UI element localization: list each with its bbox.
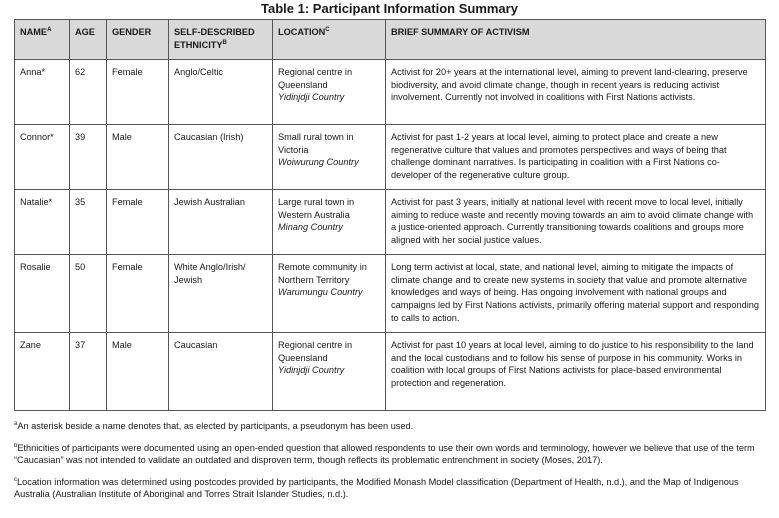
footnote-text: Location information was determined using postcodes provided by participants, the Modified Monash Model classification (Department of Health, n.d.), and the Map of Indigenous Australia (Australian Institute of Aboriginal and Torres Strait Islander Studies, n.d.). [14, 476, 739, 499]
header-age: AGE [70, 20, 107, 60]
location-text: Small rural town in Victoria [278, 132, 354, 155]
cell-location [273, 125, 386, 190]
header-name-footnote: A [47, 26, 52, 33]
table-row [15, 190, 766, 255]
cell-gender: Male [107, 333, 169, 411]
cell-gender: Female [107, 60, 169, 125]
footnote-marker: c [14, 476, 17, 483]
header-ethnicity-footnote: B [222, 39, 227, 46]
cell-ethnicity: Jewish Australian [169, 190, 273, 255]
cell-gender: Male [107, 125, 169, 190]
country-text: Minang Country [278, 222, 343, 233]
footnote-a [14, 420, 766, 433]
cell-location [273, 190, 386, 255]
footnotes [14, 420, 766, 510]
footnote-text: Ethnicities of participants were documented using an open-ended question that allowed respondents to use their own words and terminology, however we believe that use of the term “Caucasian” was not intended to validate an outdated and disproven term, though reflects its problematic entrenchment in society (Moses, 2017). [14, 442, 755, 465]
cell-age: 39 [70, 125, 107, 190]
cell-name: Rosalie [15, 255, 70, 333]
country-text: Warumungu Country [278, 287, 363, 298]
header-activism: BRIEF SUMMARY OF ACTIVISM [386, 20, 766, 60]
cell-name: Connor* [15, 125, 70, 190]
header-name: $NAME^A$ [15, 20, 70, 60]
country-text: Yidinjdji Country [278, 365, 345, 376]
cell-location [273, 333, 386, 411]
cell-location [273, 255, 386, 333]
cell-activism: Activist for past 10 years at local level, aiming to do justice to his responsibility to the land and the local custodians and to follow his sense of purpose in his community. Works in coalition with local groups of First Nations activists for place-based environmental protection and regeneration. [386, 333, 766, 411]
cell-age: 37 [70, 333, 107, 411]
footnote-marker: b [14, 442, 18, 449]
country-text: Yidinjdji Country [278, 92, 345, 103]
cell-ethnicity: Caucasian [169, 333, 273, 411]
cell-location [273, 60, 386, 125]
location-text: Remote community in Northern Territory [278, 262, 367, 285]
country-text: Woiwurung Country [278, 157, 359, 168]
location-text: Regional centre in Queensland [278, 340, 353, 363]
footnote-text: An asterisk beside a name denotes that, as elected by participants, a pseudonym has been used. [17, 421, 414, 431]
cell-activism: Activist for past 1-2 years at local level, aiming to protect place and create a new regenerative culture that values and promotes perspectives and ways of being that challenge dominant narratives. Is participating in coalition with a First Nations co-developer of the regenerative culture group. [386, 125, 766, 190]
cell-activism: Activist for past 3 years, initially at national level with recent move to local level, initially aiming to reduce waste and recently moving towards an aim to avoid climate change with a justice-oriented approach. Currently transitioning towards coalitions and groups more aligned with her social justice values. [386, 190, 766, 255]
table-title: Table 1: Participant Information Summary [261, 1, 518, 16]
header-location: $LOCATION^C$ [273, 20, 386, 60]
cell-age: 35 [70, 190, 107, 255]
location-text: Large rural town in Western Australia [278, 197, 355, 220]
cell-activism: Activist for 20+ years at the international level, aiming to prevent land-clearing, preserve biodiversity, and avoid climate change, though in recent years is reducing activist involvement. Currently not involved in coalitions with First Nations activists. [386, 60, 766, 125]
cell-ethnicity: Caucasian (Irish) [169, 125, 273, 190]
cell-ethnicity: Anglo/Celtic [169, 60, 273, 125]
header-gender: GENDER [107, 20, 169, 60]
footnote-b [14, 442, 766, 467]
cell-name: Zane [15, 333, 70, 411]
cell-age: 62 [70, 60, 107, 125]
cell-gender: Female [107, 190, 169, 255]
cell-activism: Long term activist at local, state, and national level, aiming to mitigate the impacts of climate change and to create new systems in society that value and promote alternative knowledges and ways of being. Has ongoing involvement with national groups and campaigns led by First Nations activists, primarily offering material support and responding to calls to action. [386, 255, 766, 333]
cell-age: 50 [70, 255, 107, 333]
table-row [15, 255, 766, 333]
header-location-footnote: C [325, 26, 330, 33]
footnote-c [14, 476, 766, 501]
footnote-marker: a [14, 420, 18, 427]
header-ethnicity: SELF-DESCRIBED $ETHNICITY^B$ [169, 20, 273, 60]
table-row [15, 60, 766, 125]
table-row [15, 333, 766, 411]
cell-name: Natalie* [15, 190, 70, 255]
table-row [15, 125, 766, 190]
cell-ethnicity: White Anglo/Irish/ Jewish [169, 255, 273, 333]
cell-gender: Female [107, 255, 169, 333]
participant-table [14, 19, 766, 411]
cell-name: Anna* [15, 60, 70, 125]
location-text: Regional centre in Queensland [278, 67, 353, 90]
header-row [15, 20, 766, 60]
